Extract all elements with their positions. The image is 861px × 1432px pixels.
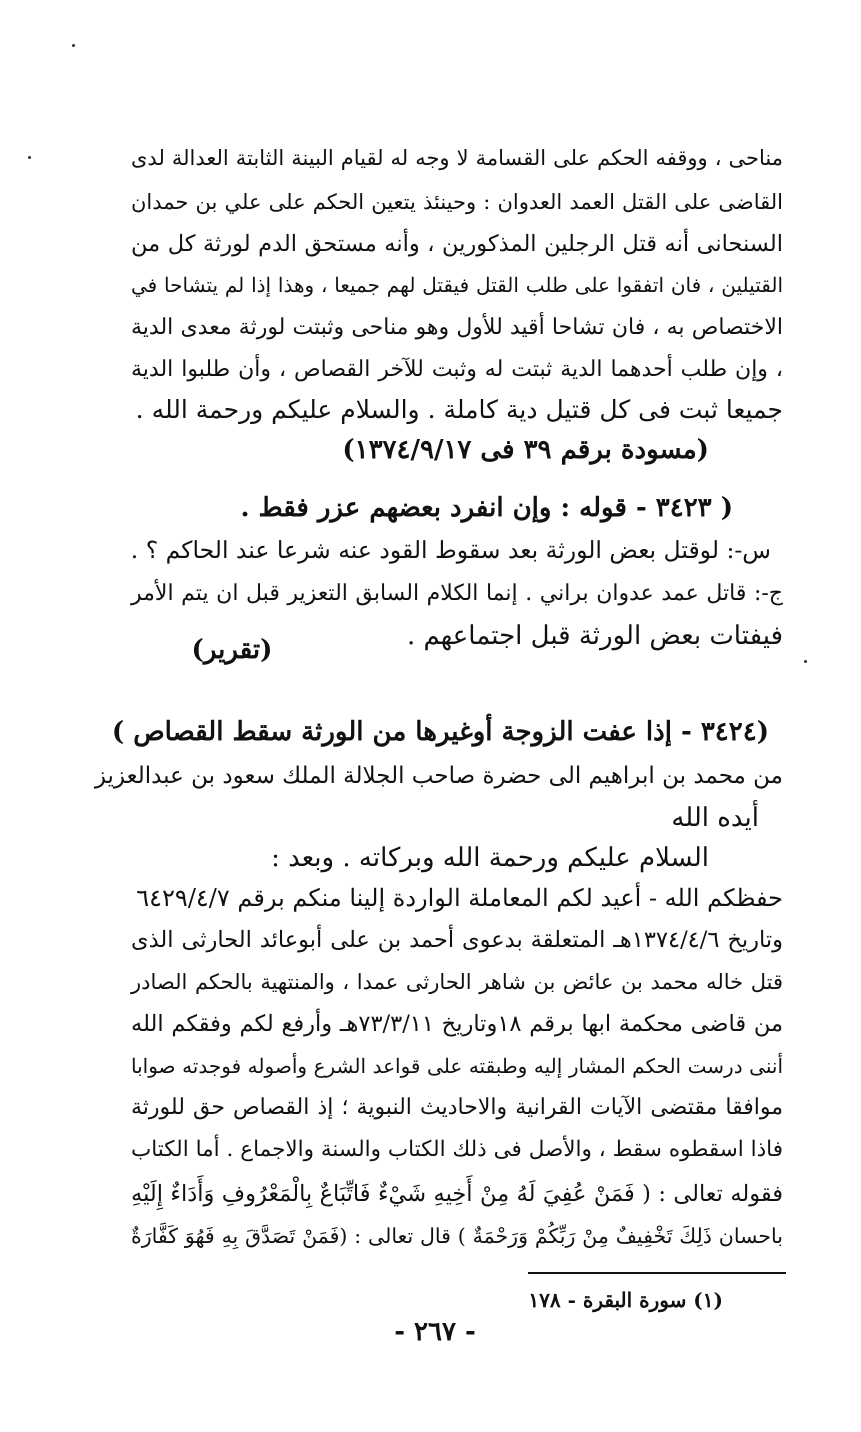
- answer-line: فيفتات بعض الورثة قبل اجتماعهم .: [406, 621, 783, 651]
- text-line: أننى درست الحكم المشار إليه وطبقته على قواعد الشرع وأصوله فوجدته صوابا: [131, 1054, 783, 1078]
- text-line: جميعا ثبت فى كل قتيل دية كاملة . والسلام عليكم ورحمة الله .: [135, 395, 783, 424]
- text-line: السنحانى أنه قتل الرجلين المذكورين ، وأنه مستحق الدم لورثة كل من: [131, 231, 783, 257]
- draft-reference: (مسودة برقم ٣٩ فى ١٣٧٤/٩/١٧): [342, 435, 709, 465]
- text-line: مناحى ، ووقفه الحكم على القسامة لا وجه له لقيام البينة الثابتة العدالة لدى: [131, 146, 783, 170]
- text-line: حفظكم الله - أعيد لكم المعاملة الواردة إلينا منكم برقم ٦٤٢٩/٤/٧: [136, 884, 783, 912]
- footnote: (١) سورة البقرة - ١٧٨: [528, 1288, 723, 1312]
- address-line: من محمد بن ابراهيم الى حضرة صاحب الجلالة الملك سعود بن عبدالعزيز: [94, 763, 783, 789]
- text-line: قتل خاله محمد بن عائض بن شاهر الحارثى عمدا ، والمنتهية بالحكم الصادر: [131, 970, 783, 994]
- quran-verse-line: فقوله تعالى : ( فَمَنْ عُفِيَ لَهُ مِنْ أَخِيهِ شَيْءٌ فَاتِّبَاعٌ بِالْمَعْرُوفِ وَأَدَاءٌ إِلَيْهِ: [131, 1181, 783, 1207]
- text-line: فاذا اسقطوه سقط ، والأصل فى ذلك الكتاب والسنة والاجماع . أما الكتاب: [131, 1137, 783, 1162]
- greeting-line: السلام عليكم ورحمة الله وبركاته . وبعد :: [271, 843, 709, 873]
- question-line: س-: لوقتل بعض الورثة بعد سقوط القود عنه شرعا عند الحاكم ؟ .: [130, 536, 771, 564]
- section-heading-3423: ( ٣٤٢٣ - قوله : وإن انفرد بعضهم عزر فقط .: [240, 493, 733, 523]
- quran-verse-line: باحسان ذَلِكَ تَخْفِيفٌ مِنْ رَبِّكُمْ وَرَحْمَةٌ ) قال تعالى : (فَمَنْ تَصَدَّقَ بِهِ فَهُوَ كَفَّارَةٌ: [131, 1224, 783, 1248]
- scan-speck: [72, 44, 75, 47]
- scan-speck: [28, 156, 31, 159]
- text-line: ، وإن طلب أحدهما الدية ثبتت له وثبت للآخر القصاص ، وأن طلبوا الدية: [131, 357, 783, 382]
- scan-speck: [804, 660, 807, 663]
- source-note: (تقرير): [191, 635, 273, 665]
- address-line: أيده الله: [671, 803, 759, 833]
- section-heading-3424: (٣٤٢٤ - إذا عفت الزوجة أوغيرها من الورثة سقط القصاص ): [111, 717, 769, 747]
- text-line: وتاريخ ١٣٧٤/٤/٦هـ المتعلقة بدعوى أحمد بن على أبوعائد الحارثى الذى: [131, 927, 783, 953]
- answer-line: ج-: قاتل عمد عدوان براني . إنما الكلام السابق التعزير قبل ان يتم الأمر: [131, 581, 783, 606]
- page-number: - ٢٦٧ -: [394, 1317, 476, 1347]
- text-line: الاختصاص به ، فان تشاحا أقيد للأول وهو مناحى وثبتت لورثة معدى الدية: [131, 315, 783, 340]
- text-line: موافقا مقتضى الآيات القرانية والاحاديث النبوية ؛ إذ القصاص حق للورثة: [131, 1095, 783, 1120]
- text-line: القاضى على القتل العمد العدوان : وحينئذ يتعين الحكم على علي بن حمدان: [131, 190, 783, 214]
- footnote-divider: [528, 1272, 786, 1274]
- text-line: القتيلين ، فان اتفقوا على طلب القتل فيقتل لهم جميعا ، وهذا إذا لم يتشاحا في: [131, 273, 783, 297]
- text-line: من قاضى محكمة ابها برقم ١٨وتاريخ ٧٣/٣/١١هـ وأرفع لكم وفقكم الله: [131, 1011, 783, 1037]
